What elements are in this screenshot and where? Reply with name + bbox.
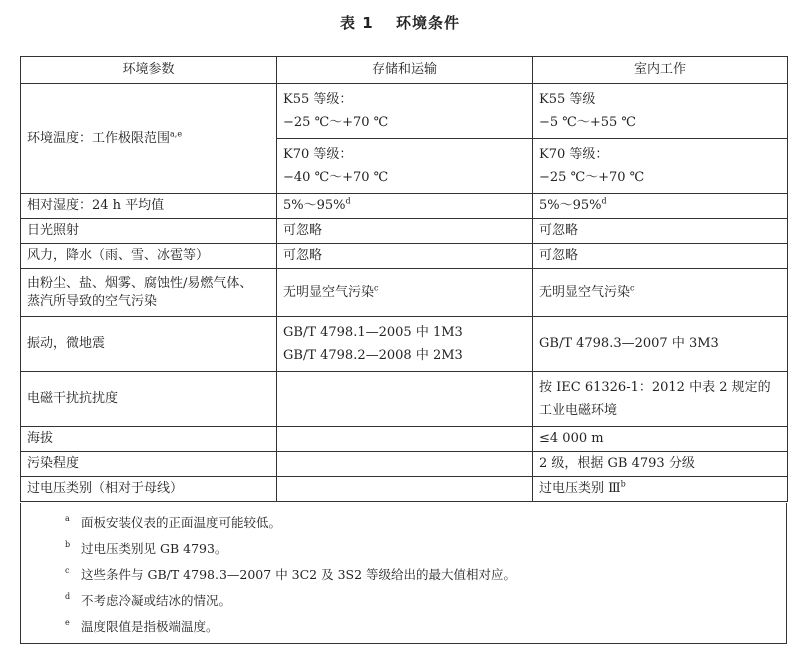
storage-k70-cell [277, 139, 533, 194]
standard-reference: GB/T 4798.2—2008 中 2M3 [283, 348, 463, 363]
header-row [21, 57, 788, 84]
sunlight-param-cell: 日光照射 [21, 219, 277, 244]
table-row [21, 219, 788, 244]
humidity-storage-cell [277, 194, 533, 219]
indoor-k55-cell [533, 84, 788, 139]
footnote-text: 过电压类别见 GB 4793。 [81, 541, 228, 556]
altitude-param-cell: 海拔 [21, 427, 277, 452]
table-row [21, 317, 788, 372]
column-header-storage-transport: 存储和运输 [277, 57, 533, 84]
footnote-ref: a,e [170, 129, 183, 139]
overvoltage-storage-cell [277, 477, 533, 502]
storage-k55-cell [277, 84, 533, 139]
column-header-indoor-operation: 室内工作 [533, 57, 788, 84]
footnote-text: 温度限值是指极端温度。 [81, 619, 219, 634]
standard-reference: GB/T 4798.1—2005 中 1M3 [283, 325, 463, 340]
class-label: K55 等级： [283, 92, 353, 107]
table-row [21, 244, 788, 269]
column-header-parameter: 环境参数 [21, 57, 277, 84]
pollution-degree-storage-cell [277, 452, 533, 477]
overvoltage-indoor-cell [533, 477, 788, 502]
class-label: K70 等级： [539, 147, 609, 162]
table-title [0, 12, 800, 33]
altitude-indoor-cell: ≤4 000 m [533, 427, 788, 452]
footnote-mark: c [65, 566, 70, 575]
footnote-mark: d [65, 592, 71, 601]
humidity-param-cell: 相对湿度：24 h 平均值 [21, 194, 277, 219]
emc-param-cell: 电磁干扰抗扰度 [21, 372, 277, 427]
vibration-param-cell: 振动，微地震 [21, 317, 277, 372]
overvoltage-param-cell: 过电压类别（相对于母线） [21, 477, 277, 502]
footnote [65, 539, 227, 557]
table-number: 表 1 [340, 14, 374, 32]
wind-param-cell: 风力，降水（雨、雪、冰雹等） [21, 244, 277, 269]
temperature-range: −5 ℃～+55 ℃ [539, 115, 636, 130]
emc-requirement-line: 工业电磁环境 [539, 403, 618, 418]
overvoltage-value: 过电压类别 Ⅲ [539, 481, 621, 497]
footnote-text: 面板安装仪表的正面温度可能较低。 [81, 515, 282, 530]
emc-storage-cell [277, 372, 533, 427]
temperature-param-label: 环境温度：工作极限范围 [27, 130, 171, 146]
footnote [65, 513, 281, 531]
table-row [21, 194, 788, 219]
footnote [65, 591, 231, 609]
humidity-value: 5%～95% [283, 198, 346, 214]
footnote-ref: d [601, 196, 607, 206]
footnote-mark: e [65, 618, 70, 627]
temperature-param-cell [21, 84, 277, 194]
footnote [65, 617, 219, 635]
footnote-ref: d [345, 196, 351, 206]
emc-requirement-line: 按 IEC 61326-1：2012 中表 2 规定的 [539, 380, 771, 395]
footnote-mark: b [65, 540, 71, 549]
table-row [21, 477, 788, 502]
vibration-indoor-cell: GB/T 4798.3—2007 中 3M3 [533, 317, 788, 372]
altitude-storage-cell [277, 427, 533, 452]
class-label: K55 等级 [539, 92, 596, 107]
footnote [65, 565, 516, 583]
footnote-ref: c [630, 283, 635, 293]
emc-indoor-cell [533, 372, 788, 427]
footnote-text: 不考虑冷凝或结冰的情况。 [81, 593, 232, 608]
table-row [21, 452, 788, 477]
air-pollution-value: 无明显空气污染 [283, 284, 375, 300]
vibration-storage-cell [277, 317, 533, 372]
footnote-mark: a [65, 514, 70, 523]
pollution-degree-param-cell: 污染程度 [21, 452, 277, 477]
table-row [21, 427, 788, 452]
air-pollution-param-cell [21, 269, 277, 317]
air-pollution-value: 无明显空气污染 [539, 284, 631, 300]
air-pollution-indoor-cell [533, 269, 788, 317]
pollution-degree-indoor-cell: 2 级，根据 GB 4793 分级 [533, 452, 788, 477]
footnote-ref: c [374, 283, 379, 293]
footnote-ref: b [620, 479, 626, 489]
air-pollution-storage-cell [277, 269, 533, 317]
temperature-range: −40 ℃～+70 ℃ [283, 170, 389, 185]
class-label: K70 等级： [283, 147, 353, 162]
humidity-value: 5%～95% [539, 198, 602, 214]
humidity-indoor-cell [533, 194, 788, 219]
param-line: 蒸汽所导致的空气污染 [27, 293, 158, 309]
sunlight-storage-cell: 可忽略 [277, 219, 533, 244]
temperature-range: −25 ℃～+70 ℃ [283, 115, 389, 130]
environment-conditions-table [20, 56, 788, 502]
wind-storage-cell: 可忽略 [277, 244, 533, 269]
table-caption: 环境条件 [395, 14, 460, 32]
footnotes-box [20, 503, 787, 644]
table-row [21, 269, 788, 317]
footnote-text: 这些条件与 GB/T 4798.3—2007 中 3C2 及 3S2 等级给出的最大值相对应。 [81, 567, 517, 582]
param-line: 由粉尘、盐、烟雾、腐蚀性/易燃气体、 [27, 275, 253, 291]
table-row [21, 84, 788, 139]
wind-indoor-cell: 可忽略 [533, 244, 788, 269]
sunlight-indoor-cell: 可忽略 [533, 219, 788, 244]
table-row [21, 372, 788, 427]
temperature-range: −25 ℃～+70 ℃ [539, 170, 645, 185]
indoor-k70-cell [533, 139, 788, 194]
